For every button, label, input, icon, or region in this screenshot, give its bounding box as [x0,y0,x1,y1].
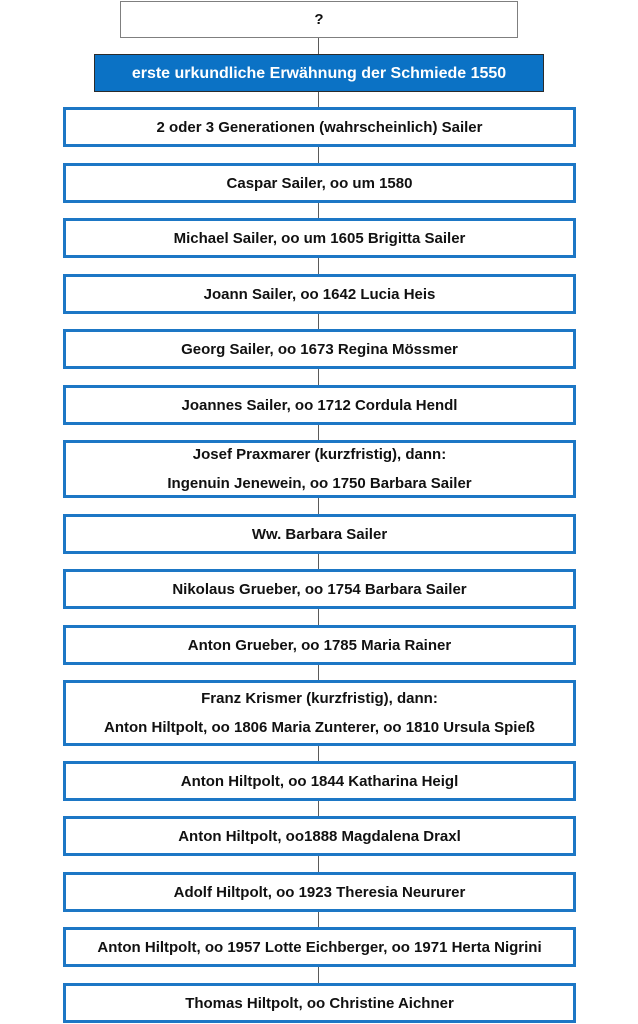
generation-label: Anton Grueber, oo 1785 Maria Rainer [187,636,452,654]
generation-box [63,514,576,554]
generation-box [63,385,576,425]
generation-label: Franz Krismer (kurzfristig), dann: [201,690,438,707]
generation-label: Ingenuin Jenewein, oo 1750 Barbara Sailer [167,475,472,492]
generation-box [63,329,576,369]
generation-label: Josef Praxmarer (kurzfristig), dann: [192,446,447,463]
generation-box [63,983,576,1023]
generation-label: Thomas Hiltpolt, oo Christine Aichner [185,994,454,1012]
generation-label: Anton Hiltpolt, oo1888 Magdalena Draxl [178,827,461,845]
generation-box [63,761,576,801]
generation-box [63,163,576,203]
generation-box [63,569,576,609]
unknown-origin-label: ? [314,11,324,28]
generation-label: Michael Sailer, oo um 1605 Brigitta Sailer [173,229,466,247]
generation-label: Joann Sailer, oo 1642 Lucia Heis [203,285,436,303]
first-mention-label: erste urkundliche Erwähnung der Schmiede 1550 [131,64,507,82]
generation-box [63,625,576,665]
generation-label: Anton Hiltpolt, oo 1957 Lotte Eichberger, oo 1971 Herta Nigrini [97,938,542,956]
generation-label: Adolf Hiltpolt, oo 1923 Theresia Neururer [173,883,466,901]
generation-box [63,680,576,746]
generation-label: Nikolaus Grueber, oo 1754 Barbara Sailer [172,580,467,598]
generation-box [63,927,576,967]
generation-label: Anton Hiltpolt, oo 1844 Katharina Heigl [180,772,459,790]
unknown-origin-box [120,1,518,38]
generation-box [63,816,576,856]
generation-box [63,274,576,314]
generation-label: Anton Hiltpolt, oo 1806 Maria Zunterer, oo 1810 Ursula Spieß [104,719,535,736]
generation-label: Ww. Barbara Sailer [251,525,388,543]
generation-label: Georg Sailer, oo 1673 Regina Mössmer [181,340,458,358]
generation-box [63,440,576,498]
generation-label: Caspar Sailer, oo um 1580 [226,174,413,192]
generation-box [63,218,576,258]
generation-box [63,872,576,912]
generation-box [63,107,576,147]
generation-label: 2 oder 3 Generationen (wahrscheinlich) Sailer [156,118,483,136]
first-mention-box [94,54,544,92]
generation-label: Joannes Sailer, oo 1712 Cordula Hendl [181,396,458,414]
